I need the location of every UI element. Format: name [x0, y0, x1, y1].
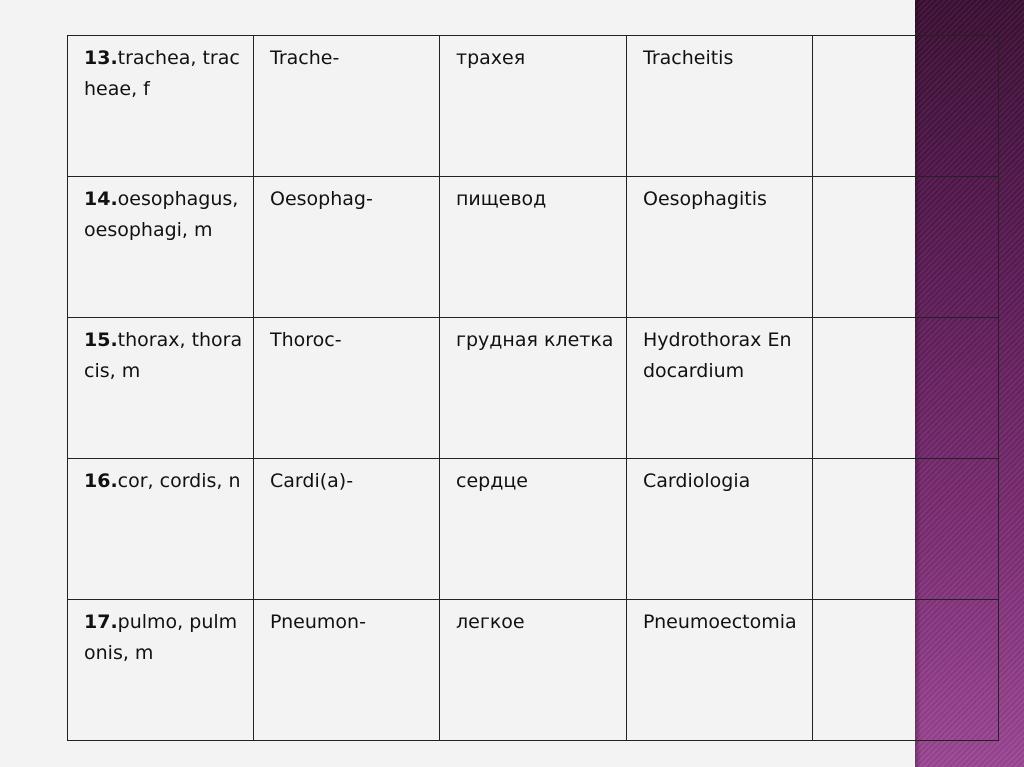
latin-term-cell: [68, 318, 254, 459]
stem-cell: Pneumon-: [254, 600, 440, 741]
latin-term-cell: [68, 600, 254, 741]
row-number: 15.: [84, 329, 118, 351]
latin-term-cell: [68, 177, 254, 318]
example-cell: Pneumoectomia: [627, 600, 813, 741]
example-cell: Cardiologia: [627, 459, 813, 600]
table-row: [68, 459, 999, 600]
latin-term: cor, cordis, n: [117, 470, 241, 492]
empty-cell: [813, 600, 999, 741]
empty-cell: [813, 36, 999, 177]
row-number: 14.: [84, 188, 118, 210]
table-row: [68, 36, 999, 177]
translation-cell: легкое: [440, 600, 627, 741]
table-row: [68, 177, 999, 318]
row-number: 17.: [84, 611, 118, 633]
translation-cell: сердце: [440, 459, 627, 600]
empty-cell: [813, 177, 999, 318]
empty-cell: [813, 318, 999, 459]
example-cell: Oesophagitis: [627, 177, 813, 318]
translation-cell: трахея: [440, 36, 627, 177]
latin-term: trachea, tracheae, f: [84, 47, 240, 100]
latin-term-cell: [68, 459, 254, 600]
latin-term: pulmo, pulmonis, m: [84, 611, 238, 664]
table-row: [68, 318, 999, 459]
example-cell: Tracheitis: [627, 36, 813, 177]
stem-cell: Cardi(a)-: [254, 459, 440, 600]
latin-term: oesophagus,oesophagi, m: [84, 188, 239, 241]
vocabulary-table: [67, 35, 999, 741]
stem-cell: Oesophag-: [254, 177, 440, 318]
row-number: 13.: [84, 47, 118, 69]
translation-cell: грудная клетка: [440, 318, 627, 459]
row-number: 16.: [84, 470, 118, 492]
latin-term: thorax, thoracis, m: [84, 329, 243, 382]
translation-cell: пищевод: [440, 177, 627, 318]
example-cell: Hydrothorax Endocardium: [627, 318, 813, 459]
table-row: [68, 600, 999, 741]
empty-cell: [813, 459, 999, 600]
stem-cell: Trache-: [254, 36, 440, 177]
stem-cell: Thoroc-: [254, 318, 440, 459]
latin-term-cell: [68, 36, 254, 177]
